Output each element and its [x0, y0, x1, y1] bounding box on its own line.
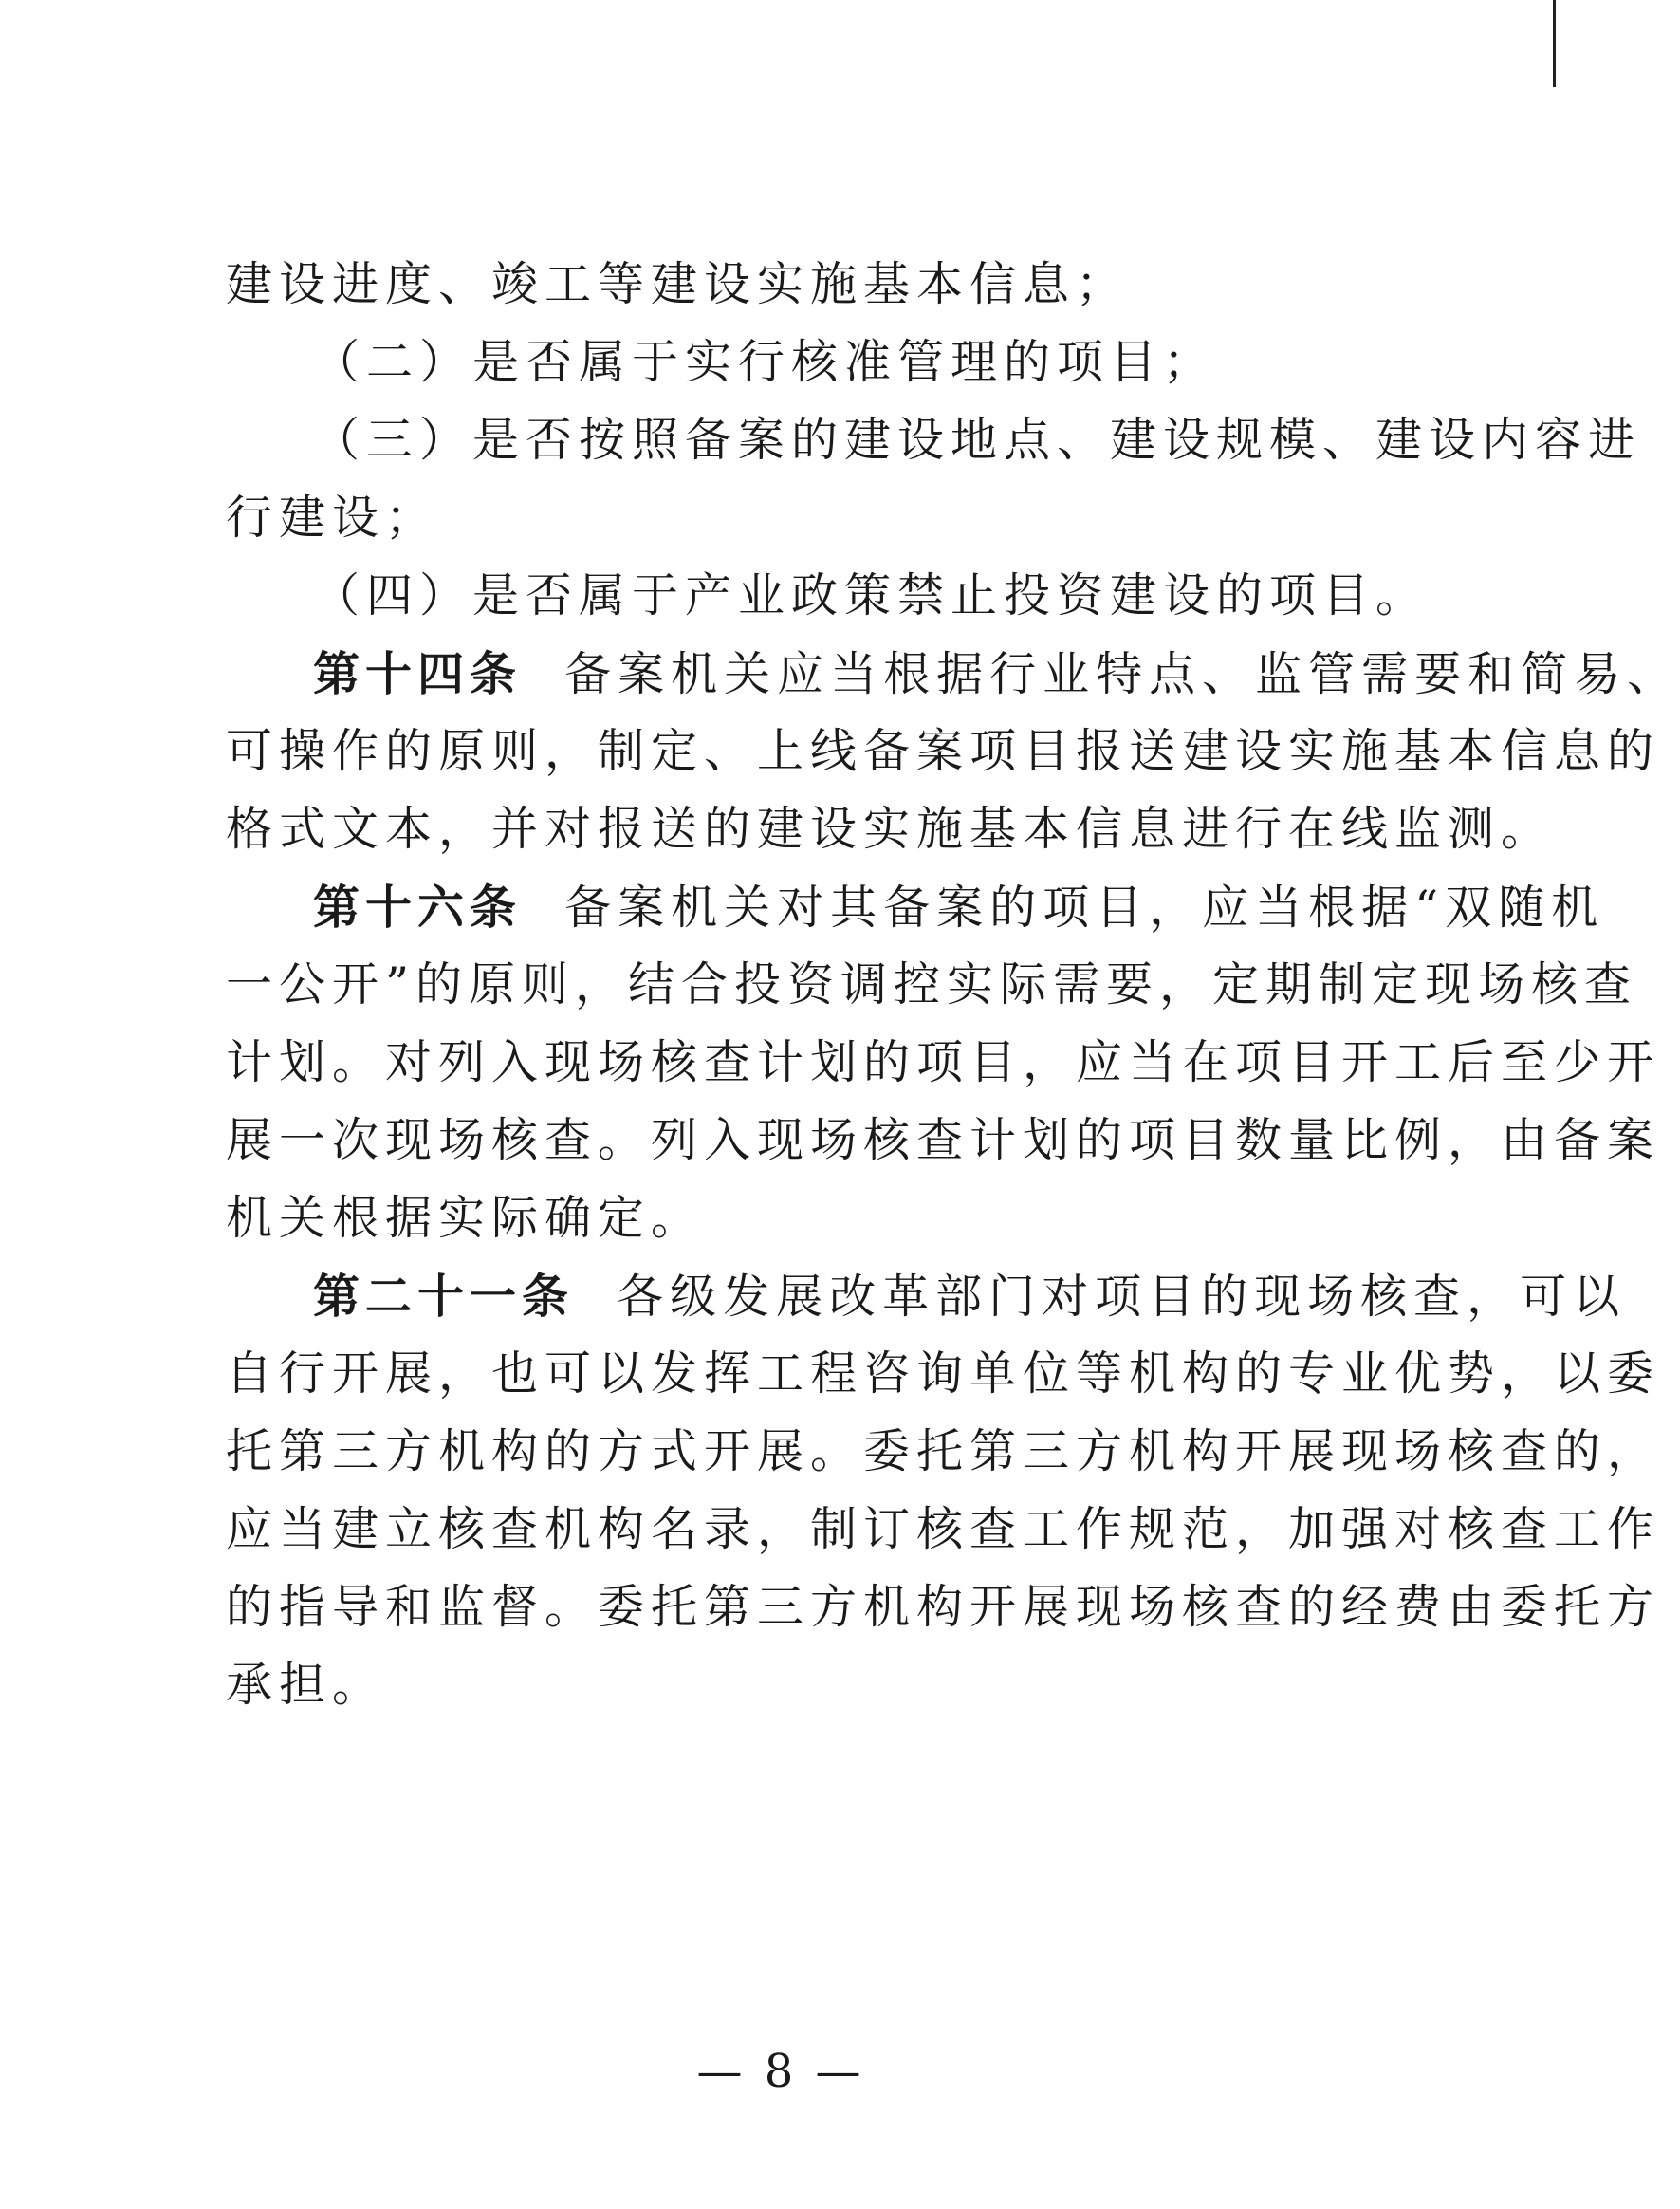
text-line-15: 自行开展，也可以发挥工程咨询单位等机构的专业优势，以委: [226, 1346, 1661, 1401]
text-line-18: 的指导和监督。委托第三方机构开展现场核查的经费由委托方: [226, 1580, 1661, 1634]
article-16-text: 备案机关对其备案的项目，应当根据“双随机: [564, 881, 1605, 935]
article-16-line-1: [0, 879, 1605, 937]
text-line-10: 一公开”的原则，结合投资调控实际需要，定期制定现场核查: [226, 957, 1638, 1012]
text-line-11: 计划。对列入现场核查计划的项目，应当在项目开工后至少开: [226, 1035, 1661, 1089]
text-line-17: 应当建立核查机构名录，制订核查工作规范，加强对核查工作: [226, 1502, 1661, 1556]
text-line-8: 格式文本，并对报送的建设实施基本信息进行在线监测。: [226, 802, 1555, 856]
text-line-13: 机关根据实际确定。: [226, 1191, 705, 1245]
scan-edge-line: [1553, 0, 1556, 87]
article-14-line-1: [0, 645, 1680, 703]
text-line-16: 托第三方机构的方式开展。委托第三方机构开展现场核查的，: [226, 1424, 1661, 1478]
article-21-line-1: [0, 1268, 1627, 1326]
text-line-1: 建设进度、竣工等建设实施基本信息；: [226, 257, 1130, 311]
text-line-19: 承担。: [226, 1658, 386, 1712]
text-line-5: （四）是否属于产业政策禁止投资建设的项目。: [313, 568, 1430, 622]
text-line-12: 展一次现场核查。列入现场核查计划的项目数量比例，由备案: [226, 1113, 1661, 1167]
article-16-heading: 第十六条: [313, 880, 523, 935]
text-line-4: 行建设；: [226, 491, 439, 545]
text-line-3: （三）是否按照备案的建设地点、建设规模、建设内容进: [313, 413, 1642, 467]
article-21-heading: 第二十一条: [313, 1269, 575, 1324]
text-line-7: 可操作的原则，制定、上线备案项目报送建设实施基本信息的: [226, 724, 1661, 778]
article-14-heading: 第十四条: [313, 646, 523, 701]
text-line-2: （二）是否属于实行核准管理的项目；: [313, 335, 1217, 389]
page-number: — 8 —: [696, 2045, 865, 2098]
article-21-text: 各级发展改革部门对项目的现场核查，可以: [617, 1270, 1627, 1324]
article-14-text: 备案机关应当根据行业特点、监管需要和简易、: [564, 647, 1680, 701]
